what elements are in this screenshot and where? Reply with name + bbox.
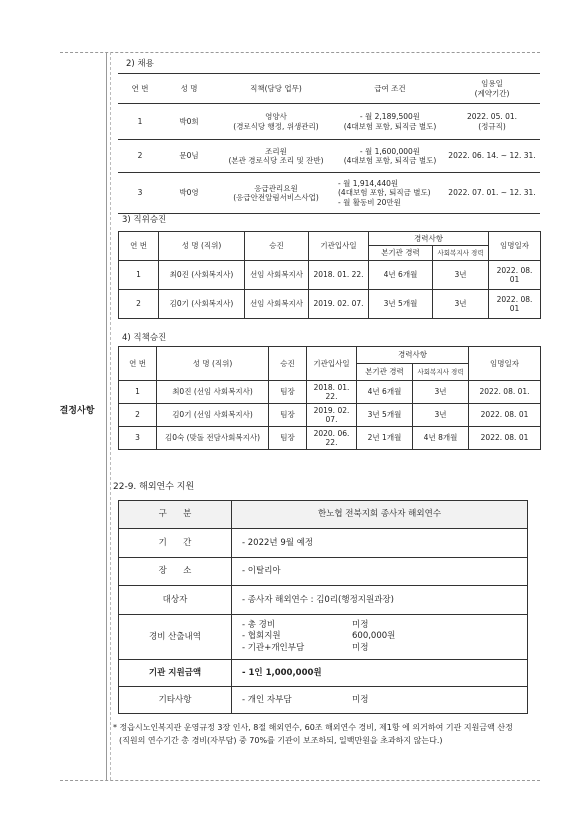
table-row: 3 김0숙 (맞돌 전담사회복지사) 팀장 2020. 06. 22. 2년 1개월 4년 8개월 2022. 08. 01 <box>119 427 541 450</box>
header-name: 성 명 <box>162 74 216 104</box>
bottom-divider <box>60 780 540 781</box>
hire-table <box>118 73 540 214</box>
promo-table: 연 번 성 명 (직위) 승진 기관입사일 경력사항 임명일자 본기관 경력 사회복지사 경력 1 최0진 (사회복지사) 선임 사회복지사 2018. 01. 22. 4년 6개월 3년 2022. 08. 01 2 김0기 (사회복지사) 선임 사회복지사 2019. 02. 07. 3년 5개월 3년 2022. 08. 01 <box>118 231 541 319</box>
table-row: 2 김0기 (사회복지사) 선임 사회복지사 2019. 02. 07. 3년 5개월 3년 2022. 08. 01 <box>119 290 541 319</box>
header-category: 구 분 <box>119 501 232 529</box>
header-name: 성 명 (직위) <box>159 232 245 261</box>
section-hire-title: 2) 채용 <box>126 59 154 69</box>
section-promo-title: 3) 직위승진 <box>122 215 167 225</box>
header-no: 연 번 <box>118 74 162 104</box>
column-divider-dashed <box>110 52 111 780</box>
header-no: 연 번 <box>119 232 159 261</box>
table-row: 1 최0진 (선임 사회복지사) 팀장 2018. 01. 22. 4년 6개월 3년 2022. 08. 01. <box>119 381 541 404</box>
overseas-table: 구 분 한노협 전북지회 종사자 해외연수 기 간 - 2022년 9월 예정 장 소 - 이탈리아 대상자 - 종사자 해외연수 : 김0리(행정지원과장) 경비 산출내역 - 총 경비 미정 - 협회지원 600,000원 - 기관+개인부담 미정 기관 지원금액 - 1인 1,000,000원 기타사항 - 개인 자부담 미정 <box>118 500 528 714</box>
table-row: 1 박0희 영양사 (경로식당 행정, 위생관리) - 월 2,189,500원 (4대보험 포함, 퇴직금 별도) 2022. 05. 01. (정규직) <box>118 104 540 140</box>
footnote: * 정읍시노인복지관 운영규정 3장 인사, 8절 해외연수, 60조 해외연수 경비, 제1항 에 의거하여 기관 지원금액 산정 (직원의 연수기간 총 경비(자부담) 중 70%를 기관이 보조하되, 일백만원을 초과하지 않는다.) <box>113 723 513 745</box>
side-label: 결정사항 <box>59 406 95 416</box>
header-pay: 급여 조건 <box>336 74 444 104</box>
section-overseas-title: 22-9. 해외연수 지원 <box>113 482 195 492</box>
header-join: 기관입사일 <box>307 347 357 381</box>
header-program: 한노협 전북지회 종사자 해외연수 <box>232 501 528 529</box>
top-divider <box>60 52 540 53</box>
header-date: 임명일자 <box>469 347 541 381</box>
header-career: 경력사항 <box>369 232 489 246</box>
table-row: 2 문0님 조리원 (본관 경로식당 조리 및 잔반) - 월 1,600,000원 (4대보험 포함, 퇴직금 별도) 2022. 06. 14. ~ 12. 31. <box>118 140 540 173</box>
header-promo: 승진 <box>269 347 307 381</box>
header-no: 연 번 <box>119 347 157 381</box>
header-promo: 승진 <box>245 232 309 261</box>
duty-table: 연 번 성 명 (직위) 승진 기관입사일 경력사항 임명일자 본기관 경력 사회복지사 경력 1 최0진 (선임 사회복지사) 팀장 2018. 01. 22. 4년 6개월 3년 2022. 08. 01. 2 김0기 (선임 사회복지사) 팀장 2019. 02. 07. 3년 5개월 3년 2022. 08. 01 3 김0숙 (맞돌 전담사회복지사) 팀장 2020. 06. 22. 2년 1개월 4년 8개월 2022. 08. 01 <box>118 346 541 450</box>
table-row: 1 최0진 (사회복지사) 선임 사회복지사 2018. 01. 22. 4년 6개월 3년 2022. 08. 01 <box>119 261 541 290</box>
table-row: 3 박0영 응급관리요원 (응급안전알림서비스사업) - 월 1,914,440원 (4대보험 포함, 퇴직금 별도) - 월 활동비 20만원 2022. 07. 01. ~ 12. 31. <box>118 173 540 214</box>
section-duty-title: 4) 직책승진 <box>122 333 167 343</box>
table-row: 2 김0기 (선임 사회복지사) 팀장 2019. 02. 07. 3년 5개월 3년 2022. 08. 01 <box>119 404 541 427</box>
header-name: 성 명 (직위) <box>157 347 269 381</box>
header-date: 임용일 (계약기간) <box>444 74 540 104</box>
header-role: 직책(담당 업무) <box>216 74 336 104</box>
header-date: 임명일자 <box>489 232 541 261</box>
header-join: 기관입사일 <box>309 232 369 261</box>
column-divider <box>106 52 107 780</box>
header-career: 경력사항 <box>357 347 469 364</box>
